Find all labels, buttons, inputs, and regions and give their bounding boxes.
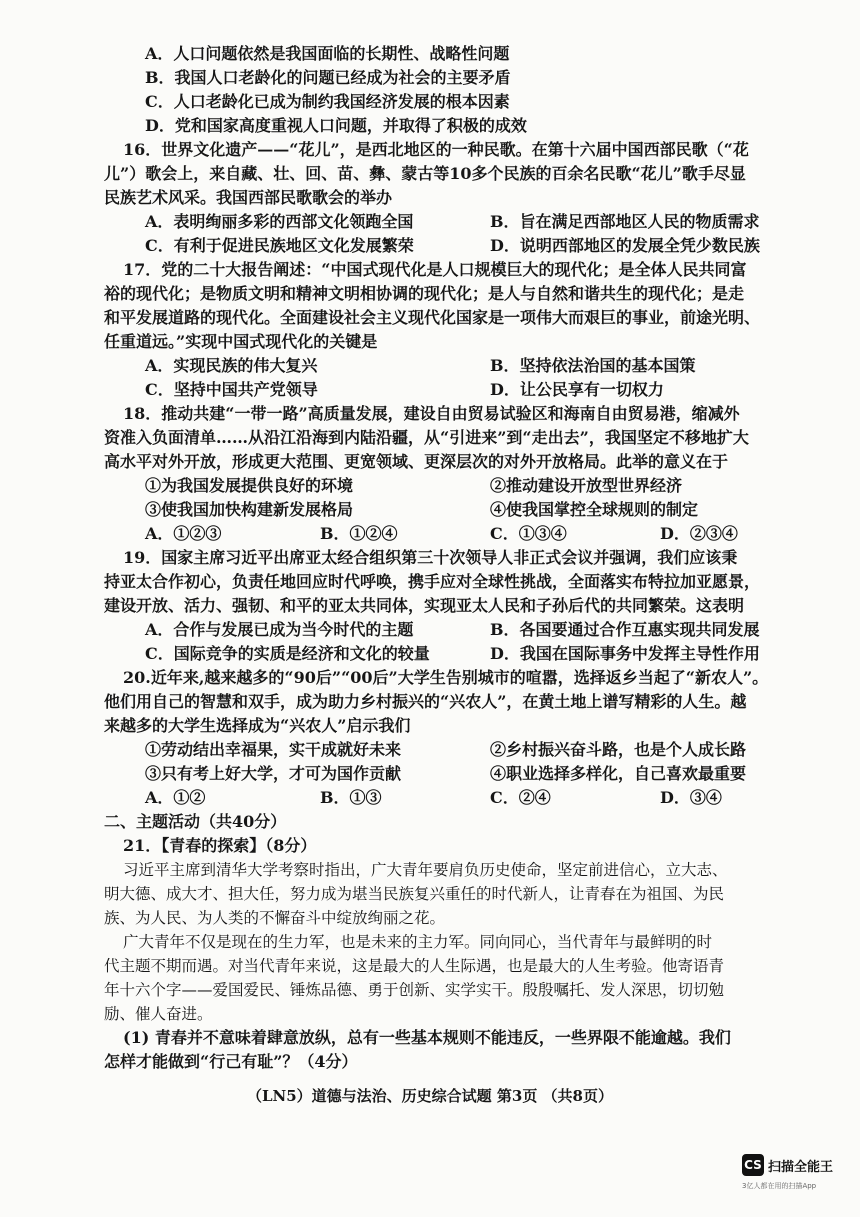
section-heading: 二、主题活动（共40分）	[104, 812, 287, 831]
q21-sub1-2: 怎样才能做到“行己有耻”？（4分）	[104, 1052, 358, 1071]
watermark-brand: 扫描全能王	[768, 1159, 834, 1175]
q21-material-6: 年十六个字——爱国爱民、锤炼品德、勇于创新、实学实干。殷殷嘱托、发人深思，切切勉	[104, 981, 725, 999]
q17-option-d: D．让公民享有一切权力	[490, 380, 664, 399]
q20-option-a: A．①②	[145, 788, 206, 807]
q21-material-4: 广大青年不仅是现在的生力军，也是未来的主力军。同向同心，当代青年与最鲜明的时	[123, 933, 713, 951]
q15-option-a: A．人口问题依然是我国面临的长期性、战略性问题	[145, 44, 510, 63]
q21-material-1: 习近平主席到清华大学考察时指出，广大青年要肩负历史使命，坚定前进信心，立大志、	[123, 861, 728, 879]
q20-option-c: C．②④	[490, 788, 551, 807]
q20-item-1: ①劳动结出幸福果，实干成就好未来	[145, 740, 402, 759]
q20-option-b: B．①③	[320, 788, 382, 807]
q16-stem-3: 民族艺术风采。我国西部民歌歌会的举办	[104, 188, 393, 207]
q18-item-3: ③使我国加快构建新发展格局	[145, 500, 354, 519]
q16-stem-2: 儿”）歌会上，来自藏、壮、回、苗、彝、蒙古等10多个民族的百余名民歌“花儿”歌手尽显	[104, 164, 746, 183]
q19-stem-3: 建设开放、活力、强韧、和平的亚太共同体，实现亚太人民和子孙后代的共同繁荣。这表明	[104, 596, 745, 615]
q20-stem-1: 20.近年来,越来越多的“90后”“00后”大学生告别城市的喧嚣，选择返乡当起了“新农人”。	[123, 668, 769, 687]
q18-option-b: B．①②④	[320, 524, 398, 543]
q16-option-c: C．有利于促进民族地区文化发展繁荣	[145, 236, 414, 255]
q19-stem-2: 持亚太合作初心，负责任地回应时代呼唤，携手应对全球性挑战，全面落实布特拉加亚愿景，	[104, 572, 761, 591]
q18-option-d: D．②③④	[660, 524, 738, 543]
q18-item-1: ①为我国发展提供良好的环境	[145, 476, 354, 495]
q17-stem-4: 任重道远。”实现中国式现代化的关键是	[104, 332, 378, 351]
q15-option-d: D．党和国家高度重视人口问题，并取得了积极的成效	[145, 116, 527, 135]
q15-option-c: C．人口老龄化已成为制约我国经济发展的根本因素	[145, 92, 510, 111]
q19-option-a: A．合作与发展已成为当今时代的主题	[145, 620, 414, 639]
q17-stem-1: 17．党的二十大报告阐述：“中国式现代化是人口规模巨大的现代化；是全体人民共同富	[123, 260, 747, 279]
q20-option-d: D．③④	[660, 788, 722, 807]
q17-option-b: B．坚持依法治国的基本国策	[490, 356, 696, 375]
q18-option-a: A．①②③	[145, 524, 222, 543]
q19-option-c: C．国际竞争的实质是经济和文化的较量	[145, 644, 430, 663]
q20-stem-2: 他们用自己的智慧和双手，成为助力乡村振兴的“兴农人”，在黄土地上谱写精彩的人生。越	[104, 692, 747, 711]
q16-option-d: D．说明西部地区的发展全凭少数民族	[490, 236, 760, 255]
q19-option-d: D．我国在国际事务中发挥主导性作用	[490, 644, 760, 663]
camscanner-icon: CS	[742, 1154, 764, 1176]
q19-stem-1: 19．国家主席习近平出席亚太经合组织第三十次领导人非正式会议并强调，我们应该秉	[123, 548, 738, 567]
q18-item-2: ②推动建设开放型世界经济	[490, 476, 683, 495]
q20-item-2: ②乡村振兴奋斗路，也是个人成长路	[490, 740, 747, 759]
scanner-watermark	[742, 1154, 833, 1191]
q20-item-3: ③只有考上好大学，才可为国作贡献	[145, 764, 402, 783]
q18-option-c: C．①③④	[490, 524, 567, 543]
q21-material-5: 代主题不期而遇。对当代青年来说，这是最大的人生际遇，也是最大的人生考验。他寄语青	[104, 957, 725, 975]
q18-stem-2: 资准入负面清单……从沿江沿海到内陆沿疆，从“引进来”到“走出去”，我国坚定不移地扩大	[104, 428, 749, 447]
q16-option-b: B．旨在满足西部地区人民的物质需求	[490, 212, 760, 231]
q17-option-a: A．实现民族的伟大复兴	[145, 356, 318, 375]
q21-material-7: 励、催人奋进。	[104, 1005, 213, 1023]
q16-stem-1: 16．世界文化遗产——“花儿”，是西北地区的一种民歌。在第十六届中国西部民歌（“花	[123, 140, 749, 159]
q16-option-a: A．表明绚丽多彩的西部文化领跑全国	[145, 212, 414, 231]
q21-sub1-1: (1) 青春并不意味着肆意放纵，总有一些基本规则不能违反，一些界限不能逾越。我们	[123, 1028, 731, 1047]
q18-stem-1: 18．推动共建“一带一路”高质量发展，建设自由贸易试验区和海南自由贸易港，缩减外	[123, 404, 740, 423]
page-footer: （LN5）道德与法治、历史综合试题 第3页 （共8页）	[246, 1087, 613, 1105]
q21-title: 21．【青春的探索】（8分）	[123, 836, 317, 855]
q18-stem-3: 高水平对外开放，形成更大范围、更宽领域、更深层次的对外开放格局。此举的意义在于	[104, 452, 729, 471]
q20-item-4: ④职业选择多样化，自己喜欢最重要	[490, 764, 747, 783]
q19-option-b: B．各国要通过合作互惠实现共同发展	[490, 620, 760, 639]
q15-option-b: B．我国人口老龄化的问题已经成为社会的主要矛盾	[145, 68, 511, 87]
q20-stem-3: 来越多的大学生选择成为“兴农人”启示我们	[104, 716, 411, 735]
watermark-tagline: 3亿人都在用的扫描App	[742, 1182, 817, 1190]
q17-stem-3: 和平发展道路的现代化。全面建设社会主义现代化国家是一项伟大而艰巨的事业，前途光明、	[104, 308, 761, 327]
q17-stem-2: 裕的现代化；是物质文明和精神文明相协调的现代化；是人与自然和谐共生的现代化；是走	[104, 284, 745, 303]
q18-item-4: ④使我国掌控全球规则的制定	[490, 500, 699, 519]
q21-material-2: 明大德、成大才、担大任，努力成为堪当民族复兴重任的时代新人，让青春在为祖国、为民	[104, 885, 725, 903]
q21-material-3: 族、为人民、为人类的不懈奋斗中绽放绚丽之花。	[104, 909, 446, 927]
q17-option-c: C．坚持中国共产党领导	[145, 380, 318, 399]
